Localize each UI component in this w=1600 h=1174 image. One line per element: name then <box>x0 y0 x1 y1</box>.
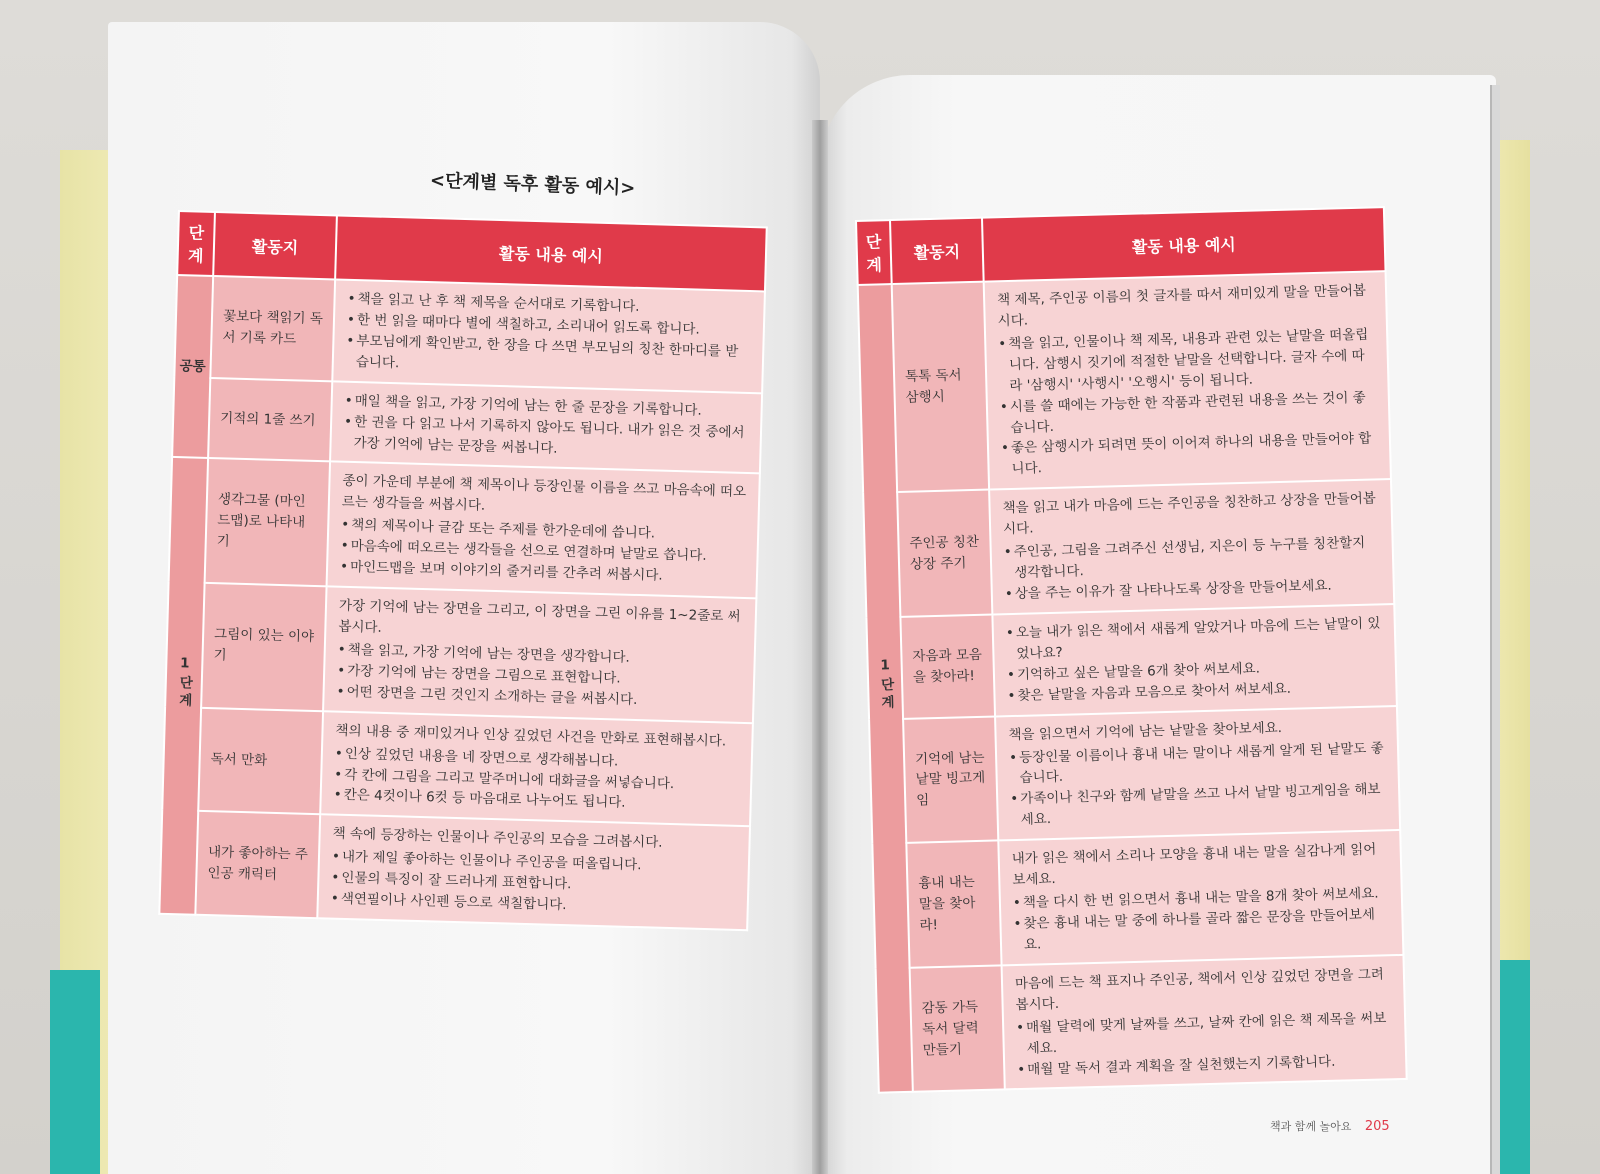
bullet-item: • 주인공, 그림을 그려주신 선생님, 지은이 등 누구를 칭찬할지 생각합니다. <box>1003 533 1380 585</box>
bullet-item: • 좋은 삼행시가 되려면 뜻이 이어져 하나의 내용을 만들어야 합니다. <box>1001 429 1378 481</box>
sheet-cell: 톡톡 독서 삼행시 <box>892 282 989 493</box>
table-row <box>869 706 1400 844</box>
content-lead: 종이 가운데 부분에 책 제목이나 등장인물 이름을 쓰고 마음속에 떠오르는 생각들을 써봅시다. <box>341 473 747 515</box>
sheet-cell: 내가 좋아하는 주인공 캐릭터 <box>195 811 320 918</box>
bullet-item: • 내가 제일 좋아하는 인물이나 주인공을 떠올립니다. <box>332 847 736 879</box>
header-sheet: 활동지 <box>213 212 337 279</box>
table-row <box>174 275 765 393</box>
bullet-item: • 찾은 낱말을 자음과 모음으로 찾아서 써보세요. <box>1007 676 1383 707</box>
content-cell <box>330 381 762 474</box>
page-edges <box>1490 85 1500 1174</box>
header-content: 활동 내용 예시 <box>335 215 767 291</box>
stage-cell-1: 1단계 <box>858 284 913 1093</box>
bullet-item: • 책을 읽고 난 후 책 제목을 순서대로 기록합니다. <box>347 289 751 321</box>
stage-cell-1: 1단계 <box>159 457 208 914</box>
content-lead: 책 제목, 주인공 이름의 첫 글자를 따서 재미있게 말을 만들어봅시다. <box>996 282 1367 330</box>
content-cell <box>317 815 750 931</box>
sheet-cell: 기억에 남는 낱말 빙고게임 <box>903 716 998 843</box>
page-footer <box>1270 1118 1390 1134</box>
table-row <box>858 271 1391 493</box>
table-row <box>162 707 753 827</box>
bullet-item: • 가장 기억에 남는 장면을 그림으로 표현합니다. <box>337 660 741 692</box>
bullet-item: • 오늘 내가 읽은 책에서 새롭게 알았거나 마음에 드는 낱말이 있었나요? <box>1006 613 1383 665</box>
bullet-item: • 칸은 4컷이나 6컷 등 마음대로 나누어도 됩니다. <box>333 785 737 817</box>
content-cell <box>984 271 1391 490</box>
bullet-item: • 책을 읽고, 인물이나 책 제목, 내용과 관련 있는 낱말을 떠올립니다. 삼행시 짓기에 적절한 낱말을 선택합니다. 글자 수에 따라 '삼행시' '사행시' '오행시' 등이 됩니다. <box>998 324 1376 397</box>
bullet-item: • 상을 주는 이유가 잘 나타나도록 상장을 만들어보세요. <box>1005 574 1381 605</box>
stage-cell-common: 공통 <box>172 275 213 458</box>
sheet-cell: 생각그물 (마인드맵)로 나타내기 <box>205 458 330 586</box>
content-lead: 책을 읽으면서 기억에 남는 낱말을 찾아보세요. <box>1008 719 1283 743</box>
table-row <box>876 955 1407 1093</box>
bullet-item: • 기억하고 싶은 낱말을 6개 찾아 써보세요. <box>1007 655 1383 686</box>
content-lead: 내가 읽은 책에서 소리나 모양을 흉내 내는 말을 실감나게 읽어보세요. <box>1011 841 1377 889</box>
sheet-cell: 그림이 있는 이야기 <box>201 583 326 711</box>
bullet-item: • 매일 책을 읽고, 가장 기억에 남는 한 줄 문장을 기록합니다. <box>344 390 748 422</box>
sheet-cell: 기적의 1줄 쓰기 <box>208 378 332 462</box>
table-row <box>866 604 1396 719</box>
activity-table-right <box>855 206 1408 1094</box>
table-row <box>863 479 1394 617</box>
page-title: <단계별 독후 활동 예시> <box>429 170 636 200</box>
content-cell <box>998 830 1403 965</box>
bullet-item: • 부모님에게 확인받고, 한 장을 다 쓰면 부모님의 칭찬 한마디를 받습니다. <box>346 331 751 384</box>
bullet-item: • 책의 제목이나 글감 또는 주제를 한가운데에 씁니다. <box>341 515 745 547</box>
content-cell <box>995 706 1400 841</box>
content-cell <box>992 604 1397 716</box>
content-cell <box>1002 955 1407 1090</box>
bullet-item: • 매월 달력에 맞게 날짜를 쓰고, 날짜 칸에 읽은 책 제목을 써보세요. <box>1016 1008 1393 1060</box>
header-stage: 단계 <box>177 211 215 276</box>
content-lead: 가장 기억에 남는 장면을 그리고, 이 장면을 그린 이유를 1~2줄로 써봅시다. <box>338 597 741 636</box>
sheet-cell: 흉내 내는 말을 찾아라! <box>906 841 1001 968</box>
bullet-item: • 각 칸에 그림을 그리고 말주머니에 대화글을 써넣습니다. <box>334 764 738 796</box>
content-lead: 책 속에 등장하는 인물이나 주인공의 모습을 그려봅시다. <box>332 825 663 852</box>
bullet-item: • 색연필이나 사인펜 등으로 색칠합니다. <box>331 889 735 921</box>
book-gutter <box>812 120 828 1174</box>
header-stage: 단계 <box>856 220 892 285</box>
table-row <box>872 830 1403 968</box>
content-lead: 책의 내용 중 재미있거나 인상 깊었던 사건을 만화로 표현해봅시다. <box>335 722 727 750</box>
footer-text: 책과 함께 놀아요 <box>1270 1120 1352 1133</box>
bullet-item: • 인상 깊었던 내용을 네 장면으로 생각해봅니다. <box>335 743 739 775</box>
bullet-item: • 시를 쓸 때에는 가능한 한 작품과 관련된 내용을 쓰는 것이 좋습니다. <box>1000 387 1377 439</box>
sheet-cell: 자음과 모음을 찾아라! <box>900 614 995 718</box>
bullet-item: • 가족이나 친구와 함께 낱말을 쓰고 나서 낱말 빙고게임을 해보세요. <box>1010 780 1387 832</box>
bullet-item: • 한 권을 다 읽고 나서 기록하지 않아도 됩니다. 내가 읽은 것 중에서 가장 기억에 남는 문장을 써봅니다. <box>343 411 748 464</box>
sheet-cell: 독서 만화 <box>198 708 323 815</box>
header-sheet: 활동지 <box>890 218 984 284</box>
content-cell <box>320 711 753 827</box>
bullet-item: • 마인드맵을 보며 이야기의 줄거리를 간추려 써봅시다. <box>340 557 744 589</box>
bullet-item: • 한 번 읽을 때마다 별에 색칠하고, 소리내어 읽도록 합니다. <box>347 310 751 342</box>
content-cell <box>323 586 756 723</box>
bullet-item: • 책을 읽고, 가장 기억에 남는 장면을 생각합니다. <box>337 640 741 672</box>
page-number: 205 <box>1364 1119 1390 1134</box>
table-row <box>159 810 750 930</box>
content-lead: 책을 읽고 내가 마음에 드는 주인공을 칭찬하고 상장을 만들어봅시다. <box>1002 490 1377 538</box>
bullet-item: • 마음속에 떠오르는 생각들을 선으로 연결하며 낱말로 씁니다. <box>340 536 744 568</box>
bullet-item: • 어떤 장면을 그린 것인지 소개하는 글을 써봅시다. <box>336 681 740 713</box>
content-cell <box>332 279 765 393</box>
content-cell <box>989 479 1394 614</box>
sheet-cell: 꽃보다 책읽기 독서 기록 카드 <box>210 276 335 381</box>
table-row <box>169 457 760 598</box>
sheet-cell: 감동 가득 독서 달력 만들기 <box>910 965 1005 1092</box>
sheet-cell: 주인공 칭찬 상장 주기 <box>897 490 992 617</box>
book-cover-left-stripe <box>50 970 100 1174</box>
activity-table-left <box>158 210 767 931</box>
bullet-item: • 등장인물 이름이나 흉내 내는 말이나 새롭게 알게 된 낱말도 좋습니다. <box>1009 738 1386 790</box>
header-content: 활동 내용 예시 <box>982 207 1386 282</box>
bullet-item: • 찾은 흉내 내는 말 중에 하나를 골라 짧은 문장을 만들어보세요. <box>1013 904 1390 956</box>
bullet-item: • 책을 다시 한 번 읽으면서 흉내 내는 말을 8개 찾아 써보세요. <box>1013 883 1389 914</box>
content-lead: 마음에 드는 책 표지나 주인공, 책에서 인상 깊었던 장면을 그려봅시다. <box>1014 966 1385 1013</box>
bullet-item: • 인물의 특징이 잘 드러나게 표현합니다. <box>331 868 735 900</box>
book-cover-right-stripe <box>1500 960 1530 1174</box>
bullet-item: • 매월 말 독서 결과 계획을 잘 실천했는지 기록합니다. <box>1017 1050 1393 1081</box>
content-cell <box>327 462 760 599</box>
table-row <box>165 582 756 723</box>
